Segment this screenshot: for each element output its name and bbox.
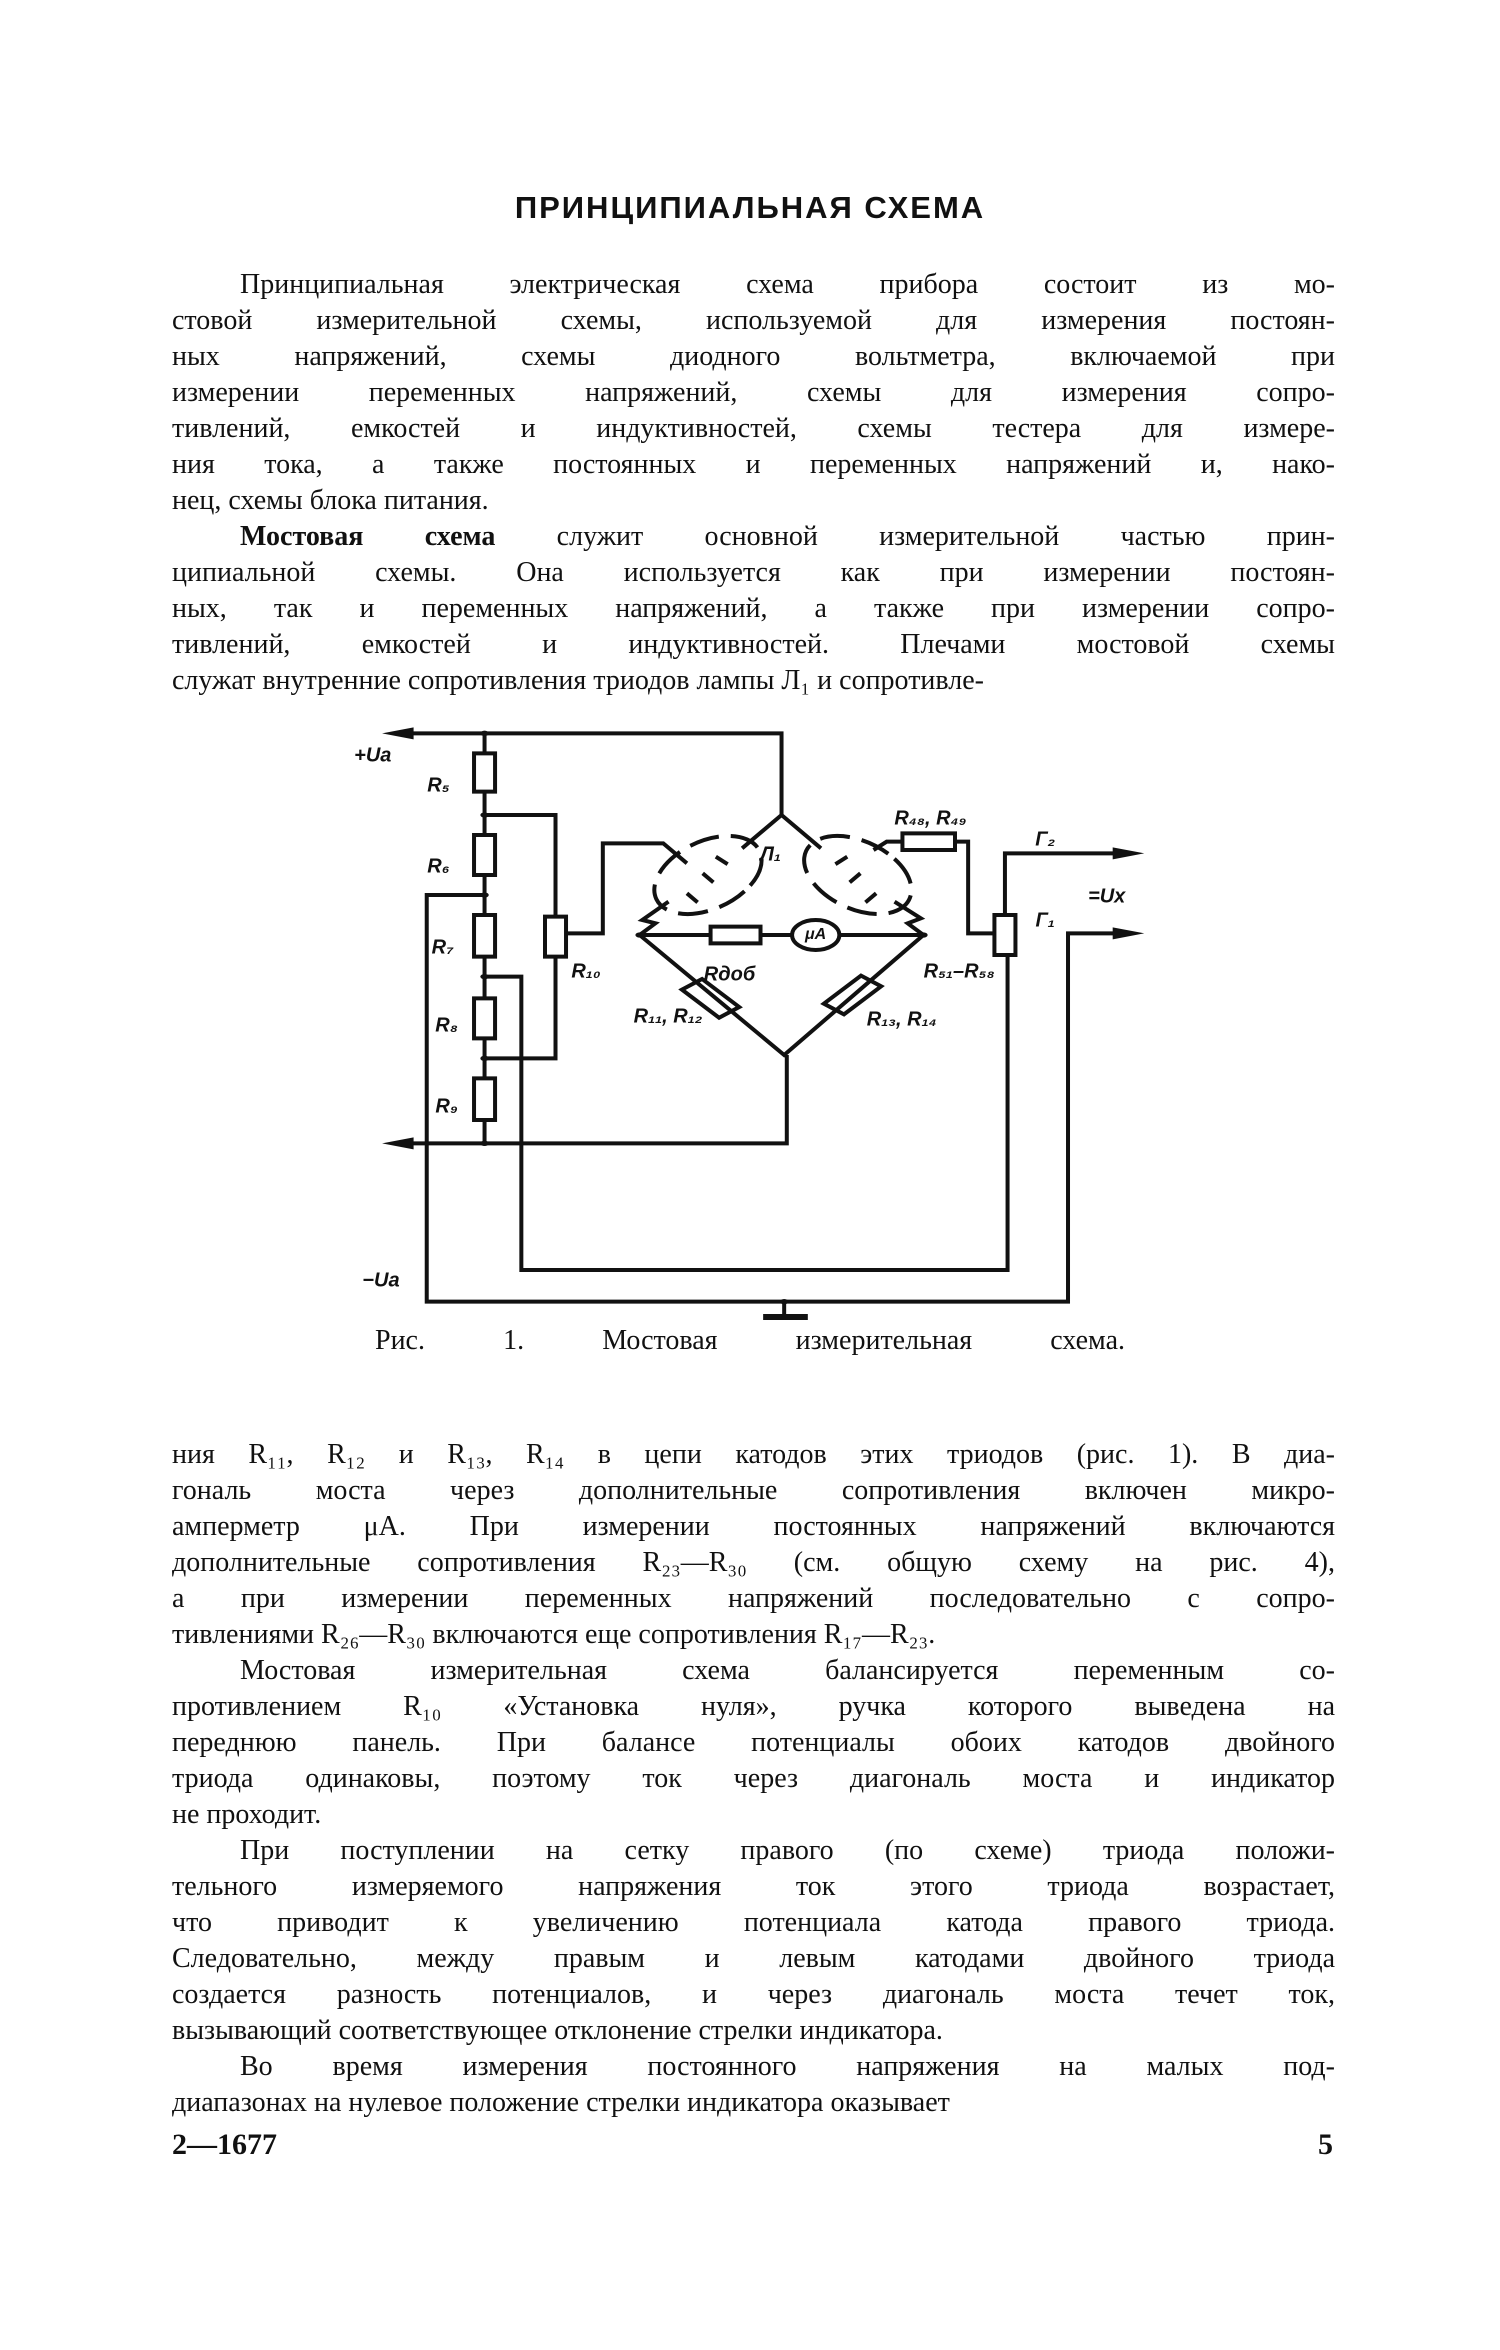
label-r5: R₅ [427, 774, 450, 797]
text-line [172, 592, 1335, 626]
label-g1: Г₁ [1035, 909, 1055, 932]
text-line-content: ципиальной схемы. Она используется как при измерении постоян- [172, 557, 1335, 588]
text-line [172, 556, 1335, 590]
text-line [172, 448, 1335, 482]
label-r11-r12: R₁₁, R₁₂ [633, 1005, 703, 1028]
text-line [172, 1906, 1335, 1940]
text-line [172, 664, 1335, 698]
label-r9: R₉ [435, 1095, 458, 1118]
text-line-content: триода одинаковы, поэтому ток через диагональ моста и индикатор [172, 1763, 1335, 1794]
text-line [172, 628, 1335, 662]
text-line [172, 1438, 1335, 1472]
text-line [172, 1690, 1335, 1724]
label-rdob: Rдоб [703, 963, 756, 986]
text-line-content: гональ моста через дополнительные сопротивления включен микро- [172, 1475, 1335, 1506]
text-line-content: ных, так и переменных напряжений, а также при измерении сопро- [172, 593, 1335, 624]
text-line-content: дополнительные сопротивления R₂₃—R₃₀ (см. общую схему на рис. 4), [172, 1547, 1335, 1578]
label-r48-r49: R₄₈, R₄₉ [894, 807, 967, 830]
text-line-content: амперметр μA. При измерении постоянных напряжений включаются [172, 1511, 1335, 1542]
label-plus-ua: +Uа [354, 744, 392, 767]
text-line [172, 484, 1335, 518]
text-line-content: Следовательно, между правым и левым катодами двойного триода [172, 1943, 1335, 1974]
text-line [172, 1474, 1335, 1508]
text-line [172, 376, 1335, 410]
arrow-g2 [1113, 847, 1145, 859]
page-title: ПРИНЦИПИАЛЬНАЯ СХЕМА [514, 190, 986, 225]
text-line-content: вызывающий соответствующее отклонение стрелки индикатора. [172, 2015, 943, 2046]
text-line [240, 520, 1335, 554]
potentiometer-r51-r58 [994, 915, 1015, 955]
page-number: 5 [1318, 2128, 1333, 2161]
text-line-content: служат внутренние сопротивления триодов лампы Л₁ и сопротивле- [172, 665, 984, 696]
potentiometer-r10 [545, 917, 566, 957]
text-line [172, 1546, 1335, 1580]
label-r7: R₇ [431, 936, 454, 959]
text-line-content: нец, схемы блока питания. [172, 485, 489, 516]
arrow-g1 [1113, 927, 1145, 939]
text-line-content: служит основной измерительной частью прин- [495, 521, 1335, 552]
text-line-content: переднюю панель. При балансе потенциалы обоих катодов двойного [172, 1727, 1335, 1758]
text-line [172, 1798, 1335, 1832]
text-line-content: ния тока, а также постоянных и переменных напряжений и, нако- [172, 449, 1335, 480]
label-r51-r58: R₅₁–R₅₈ [923, 960, 995, 983]
text-line-content: Принципиальная электрическая схема прибора состоит из мо- [240, 269, 1335, 300]
text-line-content: диапазонах на нулевое положение стрелки индикатора оказывает [172, 2087, 950, 2118]
text-line-content: что приводит к увеличению потенциала катода правого триода. [172, 1907, 1335, 1938]
text-line [172, 1510, 1335, 1544]
figure-bridge-circuit [340, 720, 1160, 1320]
figure-caption: Рис. 1. Мостовая измерительная схема. [375, 1325, 1125, 1356]
text-line [240, 1834, 1335, 1868]
text-line [172, 1870, 1335, 1904]
text-line-content: не проходит. [172, 1799, 322, 1830]
label-r10: R₁₀ [571, 960, 601, 983]
printer-signature: 2—1677 [172, 2128, 277, 2161]
resistor-r9 [474, 1078, 495, 1120]
ground-icon [763, 1314, 808, 1320]
circuit-diagram [340, 720, 1160, 1320]
text-line [172, 1618, 1335, 1652]
text-line-content: тивлениями R₂₆—R₃₀ включаются еще сопротивления R₁₇—R₂₃. [172, 1619, 936, 1650]
text-line-content: стовой измерительной схемы, используемой для измерения постоян- [172, 305, 1335, 336]
text-line [240, 268, 1335, 302]
text-line [172, 2086, 1335, 2120]
text-line [172, 1726, 1335, 1760]
text-line-content: тивлений, емкостей и индуктивностей. Плечами мостовой схемы [172, 629, 1335, 660]
text-line-content: измерении переменных напряжений, схемы для измерения сопро- [172, 377, 1335, 408]
text-line [240, 2050, 1335, 2084]
text-line [172, 2014, 1335, 2048]
label-r6: R₆ [427, 855, 450, 878]
arrow-minus-ua [382, 1137, 414, 1149]
text-line-content: Во время измерения постоянного напряжения на малых под- [240, 2051, 1335, 2082]
text-line-content: Мостовая измерительная схема балансируется переменным со- [240, 1655, 1335, 1686]
label-minus-ua: −Uа [362, 1269, 400, 1292]
bold-term: Мостовая схема [240, 521, 496, 552]
resistor-rdob [711, 927, 761, 944]
text-line [240, 1654, 1335, 1688]
label-g2: Г₂ [1035, 828, 1056, 851]
text-line [172, 1942, 1335, 1976]
label-l1: Л₁ [760, 843, 781, 866]
text-line [172, 412, 1335, 446]
text-line [172, 1978, 1335, 2012]
resistor-r6 [474, 835, 495, 875]
text-line-content: При поступлении на сетку правого (по схеме) триода положи- [240, 1835, 1335, 1866]
label-r8: R₈ [435, 1014, 458, 1037]
text-line-content: противлением R₁₀ «Установка нуля», ручка которого выведена на [172, 1691, 1335, 1722]
arrow-plus-ua [382, 727, 414, 739]
text-line-content: тивлений, емкостей и индуктивностей, схемы тестера для измере- [172, 413, 1335, 444]
label-microammeter: μA [804, 925, 827, 943]
resistor-r48-r49 [902, 833, 955, 850]
text-line-content: а при измерении переменных напряжений последовательно с сопро- [172, 1583, 1335, 1614]
text-line-content: ния R₁₁, R₁₂ и R₁₃, R₁₄ в цепи катодов этих триодов (рис. 1). В диа- [172, 1439, 1335, 1470]
text-line [172, 340, 1335, 374]
text-line [172, 1582, 1335, 1616]
text-line [172, 304, 1335, 338]
text-line [172, 1762, 1335, 1796]
text-line-content: создается разность потенциалов, и через диагональ моста течет ток, [172, 1979, 1335, 2010]
label-r13-r14: R₁₃, R₁₄ [866, 1008, 937, 1031]
text-line-content: ных напряжений, схемы диодного вольтметра, включаемой при [172, 341, 1335, 372]
resistor-r8 [474, 998, 495, 1038]
resistor-r5 [474, 753, 495, 791]
text-line-content: тельного измеряемого напряжения ток этого триода возрастает, [172, 1871, 1335, 1902]
label-ux: =Uх [1088, 885, 1126, 908]
resistor-r7 [474, 915, 495, 957]
